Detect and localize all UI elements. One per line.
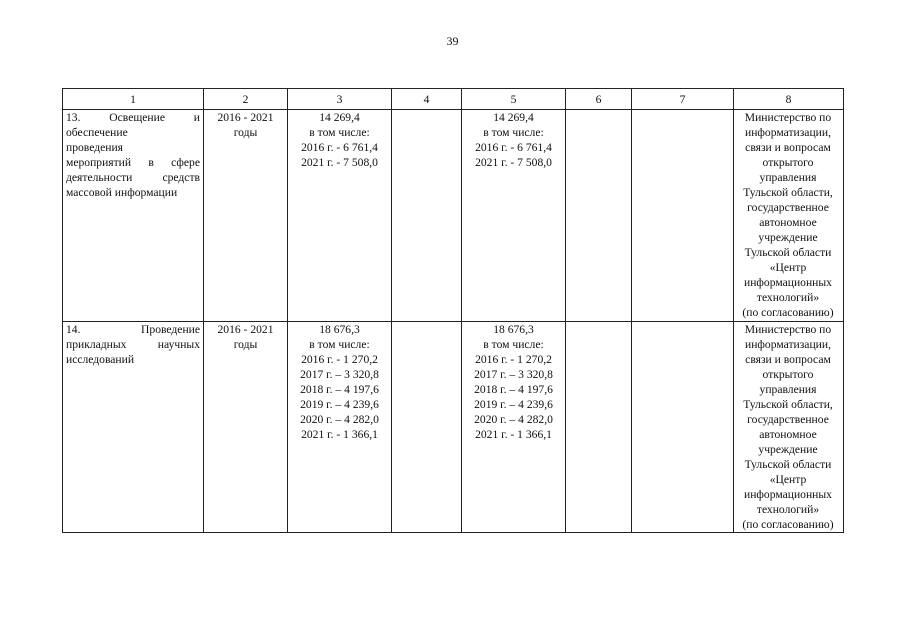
- funding-line: 2017 г. – 3 320,8: [300, 368, 379, 381]
- executor-line: информатизации,: [745, 126, 831, 139]
- budget-funding-cell: [462, 110, 566, 322]
- budget-funding-cell: [462, 322, 566, 533]
- funding-line: 2019 г. – 4 239,6: [300, 398, 379, 411]
- executor-line: Тульской области: [744, 246, 832, 259]
- executor-line: Министерство по: [744, 111, 832, 124]
- funding-line: 2021 г. - 1 366,1: [301, 428, 378, 441]
- total-funding-cell: [288, 322, 392, 533]
- table-row: [63, 110, 844, 322]
- executor-line: управления: [759, 383, 817, 396]
- funding-line: в том числе:: [309, 338, 370, 351]
- column-header: 3: [288, 89, 392, 110]
- executor-line: Министерство по: [744, 323, 832, 336]
- empty-cell: [566, 110, 632, 322]
- column-header: 7: [632, 89, 734, 110]
- funding-line: 2018 г. – 4 197,6: [300, 383, 379, 396]
- executor-line: информационных: [744, 488, 832, 501]
- column-header: 1: [63, 89, 204, 110]
- period-line: годы: [233, 338, 258, 351]
- executor-line: учреждение: [758, 443, 818, 456]
- executor-line: управления: [759, 171, 817, 184]
- funding-line: 2020 г. – 4 282,0: [300, 413, 379, 426]
- funding-line: в том числе:: [483, 126, 544, 139]
- column-header: 6: [566, 89, 632, 110]
- funding-line: 2016 г. - 6 761,4: [475, 141, 552, 154]
- activity-name-line: обеспечение: [66, 126, 128, 139]
- executor-line: (по согласованию): [742, 306, 834, 319]
- executor-line: автономное: [759, 428, 817, 441]
- funding-line: 18 676,3: [493, 323, 534, 336]
- activity-name-line: 14. Проведение: [66, 323, 200, 336]
- program-activities-table: [62, 88, 844, 533]
- funding-line: 18 676,3: [319, 323, 360, 336]
- executor-cell: [734, 322, 844, 533]
- funding-line: 14 269,4: [319, 111, 360, 124]
- activity-name-line: прикладных научных: [66, 338, 200, 351]
- executor-cell: [734, 110, 844, 322]
- activity-name-line: массовой информации: [66, 186, 178, 199]
- page-number: 39: [446, 34, 459, 48]
- activity-name-line: исследований: [66, 353, 135, 366]
- period-cell: [204, 110, 288, 322]
- empty-cell: [392, 322, 462, 533]
- executor-line: автономное: [759, 216, 817, 229]
- funding-line: 2018 г. – 4 197,6: [474, 383, 553, 396]
- activity-name-line: деятельности средств: [66, 171, 200, 184]
- activity-name-line: 13. Освещение и: [66, 111, 200, 124]
- executor-line: государственное: [747, 201, 829, 214]
- executor-line: государственное: [747, 413, 829, 426]
- funding-line: 2016 г. - 1 270,2: [301, 353, 378, 366]
- table-row: [63, 322, 844, 533]
- funding-line: 2021 г. - 7 508,0: [475, 156, 552, 169]
- executor-line: информатизации,: [745, 338, 831, 351]
- executor-line: «Центр: [769, 473, 807, 486]
- executor-line: открытого: [762, 368, 814, 381]
- funding-line: 2016 г. - 6 761,4: [301, 141, 378, 154]
- activity-name-line: проведения: [66, 141, 123, 154]
- funding-line: 2021 г. - 1 366,1: [475, 428, 552, 441]
- executor-line: информационных: [744, 276, 832, 289]
- funding-line: 2019 г. – 4 239,6: [474, 398, 553, 411]
- executor-line: открытого: [762, 156, 814, 169]
- activity-name-line: мероприятий в сфере: [66, 156, 200, 169]
- period-line: годы: [233, 126, 258, 139]
- period-line: 2016 - 2021: [217, 111, 274, 124]
- empty-cell: [566, 322, 632, 533]
- funding-line: 2021 г. - 7 508,0: [301, 156, 378, 169]
- executor-line: «Центр: [769, 261, 807, 274]
- executor-line: связи и вопросам: [745, 353, 831, 366]
- funding-line: 2017 г. – 3 320,8: [474, 368, 553, 381]
- column-header: 5: [462, 89, 566, 110]
- table-header-row: [63, 89, 844, 110]
- executor-line: Тульской области,: [743, 398, 833, 411]
- executor-line: Тульской области: [744, 458, 832, 471]
- column-header: 2: [204, 89, 288, 110]
- executor-line: (по согласованию): [742, 518, 834, 531]
- executor-line: Тульской области,: [743, 186, 833, 199]
- executor-line: учреждение: [758, 231, 818, 244]
- activity-name-cell: [63, 322, 204, 533]
- empty-cell: [632, 322, 734, 533]
- funding-line: 14 269,4: [493, 111, 534, 124]
- column-header: 4: [392, 89, 462, 110]
- empty-cell: [392, 110, 462, 322]
- executor-line: технологий»: [756, 503, 820, 516]
- funding-line: в том числе:: [483, 338, 544, 351]
- activity-name-cell: [63, 110, 204, 322]
- empty-cell: [632, 110, 734, 322]
- period-line: 2016 - 2021: [217, 323, 274, 336]
- executor-line: технологий»: [756, 291, 820, 304]
- column-header: 8: [734, 89, 844, 110]
- period-cell: [204, 322, 288, 533]
- funding-line: 2020 г. – 4 282,0: [474, 413, 553, 426]
- total-funding-cell: [288, 110, 392, 322]
- funding-line: в том числе:: [309, 126, 370, 139]
- executor-line: связи и вопросам: [745, 141, 831, 154]
- funding-line: 2016 г. - 1 270,2: [475, 353, 552, 366]
